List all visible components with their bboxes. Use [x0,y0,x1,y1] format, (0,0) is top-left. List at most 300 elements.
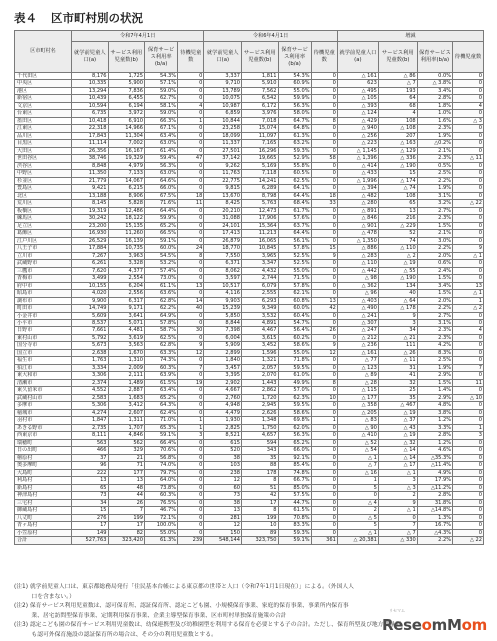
table-row [15,117,484,124]
table-cell: 41 [378,372,417,379]
table-cell: 3.0% [417,237,452,244]
municipality-name: 奥多摩町 [15,462,72,469]
table-cell: 57.8% [145,319,178,326]
municipality-name: 杉並区 [15,177,72,184]
table-cell: 62.1% [278,290,311,297]
table-cell: △ 236 [337,342,378,349]
table-cell: 76.5% [145,499,178,506]
table-cell: 59.3% [278,529,311,536]
table-cell: 71.8% [278,357,311,364]
table-cell: 0 [453,484,484,491]
table-cell: △ 10 [453,394,484,401]
municipality-name: 檜原村 [15,454,72,461]
table-row [15,297,484,304]
table-cell: 26,356 [72,147,109,154]
table-cell: 7 [453,364,484,371]
table-cell: 0 [178,409,204,416]
table-cell: 0 [453,162,484,169]
table-cell: 0 [178,170,204,177]
municipality-name: 御蔵島村 [15,507,72,514]
table-cell: 60.5% [278,170,311,177]
table-cell: 2,735 [72,424,109,431]
table-cell: △ 3 [378,484,417,491]
table-cell: 2,945 [242,402,279,409]
header-column-row [15,42,484,73]
table-cell: 61.3% [278,132,311,139]
table-cell: 60 [204,484,242,491]
table-cell: 8,176 [72,73,109,80]
table-cell: 11,260 [108,230,145,237]
table-cell: △ 442 [337,267,378,274]
table-cell: 60.4% [278,312,311,319]
municipality-name: 東久留米市 [15,387,72,394]
table-cell: 6,079 [242,282,279,289]
table-cell: 56.1% [278,237,311,244]
table-cell: 2,556 [108,290,145,297]
table-cell: 0 [311,215,337,222]
table-cell: 0 [453,319,484,326]
table-cell: 65.2% [145,394,178,401]
table-cell: 56.3% [145,162,178,169]
header-r7: 令和7年4月1日 [72,31,204,42]
table-cell: 14 [178,297,204,304]
table-row [15,499,484,506]
table-cell: 0 [311,372,337,379]
table-cell: 2,862 [242,387,279,394]
municipality-name: 板橋区 [15,207,72,214]
table-cell: 5,900 [108,80,145,87]
table-cell: △ 32 [378,439,417,446]
table-cell: 0 [178,222,204,229]
table-cell: △ 19 [378,432,417,439]
table-cell: 0 [453,110,484,117]
table-row [15,237,484,244]
municipality-name: 新宿区 [15,95,72,102]
table-cell: 0 [311,230,337,237]
table-cell: 1 [178,424,204,431]
table-cell: △ 19 [378,260,417,267]
table-cell: 9 [178,342,204,349]
table-cell: △ 115 [337,387,378,394]
table-cell: 61.4% [145,147,178,154]
table-cell: 7,620 [72,267,109,274]
table-cell: 5,673 [72,342,109,349]
table-cell: 0 [453,349,484,356]
table-cell: △ 4 [337,499,378,506]
table-cell: 46.7% [145,507,178,514]
table-cell: 10,987 [204,102,242,109]
table-cell: △ 21 [378,334,417,341]
municipality-name: 青ヶ島村 [15,522,72,529]
table-cell: 55.0% [145,529,178,536]
table-cell: 31 [378,364,417,371]
table-row [15,447,484,454]
page-title [14,10,143,26]
table-cell: 74.3% [145,357,178,364]
table-cell: △ 74 [378,185,417,192]
table-cell: 35 [378,394,417,401]
table-cell: 3,328 [108,260,145,267]
table-cell: △ 229 [378,222,417,229]
table-cell: 1.8% [417,102,452,109]
table-cell: 0 [178,319,204,326]
table-cell: △ 14 [378,447,417,454]
table-cell: △ 16 [337,469,378,476]
table-cell: 103 [204,462,242,469]
table-cell: 1.2% [417,417,452,424]
table-cell: 7,165 [242,140,279,147]
table-cell: 2,825 [204,424,242,431]
table-cell: 0 [311,514,337,521]
table-cell: △ 110 [337,260,378,267]
table-cell: 0 [453,342,484,349]
table-row [15,327,484,334]
table-cell: △ 86 [378,73,417,80]
table-cell: 2.5% [417,170,452,177]
table-cell: 79.7% [145,469,178,476]
table-cell: 2,583 [72,394,109,401]
table-cell: 4.8% [417,402,452,409]
table-cell: 16,139 [108,237,145,244]
header-municipality: 区市町村名 [15,31,72,73]
table-cell: 63.7% [278,222,311,229]
municipality-name: 豊島区 [15,185,72,192]
table-cell: 0 [453,125,484,132]
table-cell: 3 [453,432,484,439]
table-row [15,95,484,102]
table-cell: 26,529 [72,237,109,244]
total-cell: 527,763 [72,537,109,544]
table-cell: 0 [311,484,337,491]
table-cell: 62.2% [145,305,178,312]
table-cell: 15 [72,507,109,514]
table-row [15,110,484,117]
table-cell: 61.5% [145,379,178,386]
table-cell: 14,966 [108,125,145,132]
table-cell: 71.6% [145,200,178,207]
table-cell: 2.3% [417,327,452,334]
table-cell: 3.3% [417,424,452,431]
table-cell: 6,004 [204,334,242,341]
table-cell: 8,425 [204,200,242,207]
table-cell: 18,770 [204,245,242,252]
table-cell: 5,071 [108,319,145,326]
table-row [15,357,484,364]
table-cell: 1 [311,417,337,424]
table-cell: 0 [453,507,484,514]
table-cell: 55.0% [278,349,311,356]
municipality-name: 日の出町 [15,447,72,454]
table-cell: 0 [311,95,337,102]
header-svc: サービス利用児童数(b) [378,42,417,73]
table-cell: 8,906 [108,192,145,199]
table-cell: 1 [178,117,204,124]
table-cell: 58.7% [145,327,178,334]
table-cell: 42 [242,492,279,499]
table-cell: 6,859 [204,110,242,117]
table-row [15,305,484,312]
table-cell: 10,844 [204,117,242,124]
table-cell: △ 205 [337,409,378,416]
table-cell: 11,114 [72,140,109,147]
table-row [15,439,484,446]
table-cell: 62.8% [145,297,178,304]
table-cell: 0 [178,402,204,409]
header-wait: 待機児童数 [453,42,484,73]
table-cell: 73.0% [145,275,178,282]
table-row [15,80,484,87]
table-cell: 4.2% [417,342,452,349]
table-cell: △ 414 [337,162,378,169]
municipality-name: 八丈町 [15,514,72,521]
table-cell: 0 [311,432,337,439]
table-cell: 66.0% [145,185,178,192]
table-cell: 12,486 [108,207,145,214]
table-cell: 10,517 [204,282,242,289]
table-cell: 8,798 [242,192,279,199]
table-cell: 19,329 [108,155,145,162]
table-cell: 10 [242,522,279,529]
table-cell: 61.5% [278,507,311,514]
table-cell: 0 [453,492,484,499]
table-cell: 3,306 [72,372,109,379]
table-row [15,215,484,222]
table-cell: 216 [378,215,417,222]
table-cell: △ 1,996 [337,177,378,184]
table-cell: 281 [204,514,242,521]
table-cell: 1,840 [204,357,242,364]
table-cell: 3,965 [242,252,279,259]
table-cell: △ 110 [378,245,417,252]
municipality-name: 世田谷区 [15,155,72,162]
table-cell: △ 123 [337,364,378,371]
table-cell: 4,116 [204,290,242,297]
table-cell: 10,439 [72,95,109,102]
table-cell: 6,317 [108,297,145,304]
table-cell: △ 178 [378,305,417,312]
table-cell: 68 [378,102,417,109]
table-row [15,394,484,401]
table-cell: 68.4% [278,200,311,207]
table-cell: 59.4% [145,155,178,162]
table-cell: △35.3% [417,454,452,461]
table-cell: 3.8% [417,409,452,416]
municipality-name: 品川区 [15,132,72,139]
table-cell: 9,900 [72,297,109,304]
table-cell: 0 [311,387,337,394]
table-cell: 0 [453,267,484,274]
table-cell: 0 [311,222,337,229]
table-cell: 11,304 [108,132,145,139]
table-cell: 5,763 [242,200,279,207]
table-cell: 0 [178,267,204,274]
header-pop: 就学前児童人口(a) [204,42,242,73]
table-cell: 0 [453,185,484,192]
table-cell: 0 [178,237,204,244]
table-cell: 62.7% [145,95,178,102]
table-cell: 3.4% [417,282,452,289]
total-cell: 323,420 [108,537,145,544]
table-cell: 1 [178,417,204,424]
municipality-name: 府中市 [15,282,72,289]
table-cell: 18 [311,192,337,199]
table-cell: 58.6% [278,409,311,416]
table-cell: 60.0% [145,245,178,252]
table-cell: 11,350 [72,170,109,177]
table-cell: 193 [378,87,417,94]
table-cell: △ 105 [337,95,378,102]
table-cell: 0 [178,394,204,401]
table-row [15,207,484,214]
table-row [15,162,484,169]
table-cell: 0 [178,132,204,139]
table-cell: 66.3% [145,117,178,124]
table-cell: 63.4% [145,132,178,139]
table-cell: △ 283 [337,252,378,259]
table-cell: 67.1% [145,125,178,132]
table-cell: 3,976 [242,110,279,117]
table-row [15,200,484,207]
table-cell: △ 89 [337,372,378,379]
table-row [15,424,484,431]
table-cell: 2 [337,507,378,514]
table-cell: 0 [311,469,337,476]
table-cell: △ 19 [378,409,417,416]
table-cell: 0 [311,110,337,117]
table-cell: 17 [108,522,145,529]
table-cell: 10,075 [204,95,242,102]
table-cell: 62.8% [145,342,178,349]
table-row [15,102,484,109]
table-cell: 0 [311,147,337,154]
table-row [15,432,484,439]
table-cell: 62.5% [278,177,311,184]
table-cell: 5,609 [72,312,109,319]
table-cell: 57.8% [278,245,311,252]
table-cell: 7,118 [242,170,279,177]
table-cell: 0 [311,477,337,484]
table-cell: 2.5% [417,357,452,364]
table-cell: 343 [242,447,279,454]
municipality-name: 三宅村 [15,499,72,506]
table-cell: 1,930 [204,417,242,424]
municipality-name: 狛江市 [15,364,72,371]
table-cell: 13 [311,297,337,304]
table-cell: 0 [178,454,204,461]
table-cell: 5,909 [204,342,242,349]
table-cell: 0 [178,334,204,341]
table-row [15,282,484,289]
municipality-name: 稲城市 [15,409,72,416]
total-cell: △ 330 [378,537,417,544]
table-row [15,342,484,349]
total-cell: △ 22 [453,537,484,544]
table-cell: △ 1 [378,469,417,476]
municipality-name: 江戸川区 [15,237,72,244]
table-cell: 2.8% [417,95,452,102]
table-cell: 17.9% [417,477,452,484]
table-cell: 15,239 [204,305,242,312]
table-cell: 7,002 [108,140,145,147]
table-cell: 2,070 [242,372,279,379]
municipality-name: 日野市 [15,327,72,334]
table-cell: 1.0% [417,110,452,117]
table-cell: △ 43 [378,424,417,431]
table-cell: 59.3% [278,147,311,154]
table-cell: 1,310 [108,357,145,364]
table-cell: 108 [378,192,417,199]
table-cell: △ 7 [337,462,378,469]
table-cell: 3,597 [204,275,242,282]
municipality-name: 八王子市 [15,245,72,252]
header-rate: 保育サービス利用率(b/a) [278,42,311,73]
table-cell: △ 190 [378,162,417,169]
table-row [15,290,484,297]
table-cell: 0 [178,522,204,529]
table-cell: 64.9% [145,312,178,319]
table-cell: 2.2% [417,245,452,252]
table-cell: 0 [453,462,484,469]
table-cell: 0 [453,387,484,394]
municipality-name: 小笠原村 [15,529,72,536]
table-cell: 0 [453,522,484,529]
table-cell: 1.5% [417,290,452,297]
table-cell: 11,763 [204,170,242,177]
table-cell: 22,318 [72,125,109,132]
table-cell: 2,887 [108,387,145,394]
table-cell: 0 [453,469,484,476]
table-cell: 16.7% [417,522,452,529]
table-cell: 2,057 [242,364,279,371]
table-cell: 55.0% [278,87,311,94]
table-cell: 15,135 [108,222,145,229]
table-row [15,252,484,259]
table-cell: 17,884 [72,245,109,252]
table-cell: 0 [178,290,204,297]
table-cell: 9,421 [72,185,109,192]
table-cell: 2.2% [417,305,452,312]
table-cell: 2.1% [417,230,452,237]
table-cell: 14,241 [242,177,279,184]
table-cell: 44 [108,492,145,499]
table-cell: 4,377 [108,267,145,274]
municipality-table [14,30,484,545]
table-cell: 47 [178,155,204,162]
municipality-name: 葛飾区 [15,230,72,237]
table-cell: 0 [178,357,204,364]
table-cell: 0 [178,207,204,214]
table-cell: 0 [453,215,484,222]
table-cell: △ 96 [337,290,378,297]
table-cell: 82 [108,529,145,536]
total-cell: 2.2% [417,537,452,544]
table-cell: 13,789 [204,87,242,94]
table-cell: 0 [178,387,204,394]
table-cell: 0 [453,439,484,446]
table-cell: 64.0% [145,477,178,484]
table-cell: △ 241 [337,312,378,319]
table-cell: 56.8% [145,454,178,461]
table-row [15,454,484,461]
table-cell: △ 129 [378,147,417,154]
header-group-row [15,31,484,42]
table-cell: 6,455 [108,95,145,102]
table-cell: 56.3% [278,432,311,439]
table-cell: 51 [242,484,279,491]
table-cell: 40 [378,290,417,297]
table-row [15,364,484,371]
table-cell: 8 [311,379,337,386]
